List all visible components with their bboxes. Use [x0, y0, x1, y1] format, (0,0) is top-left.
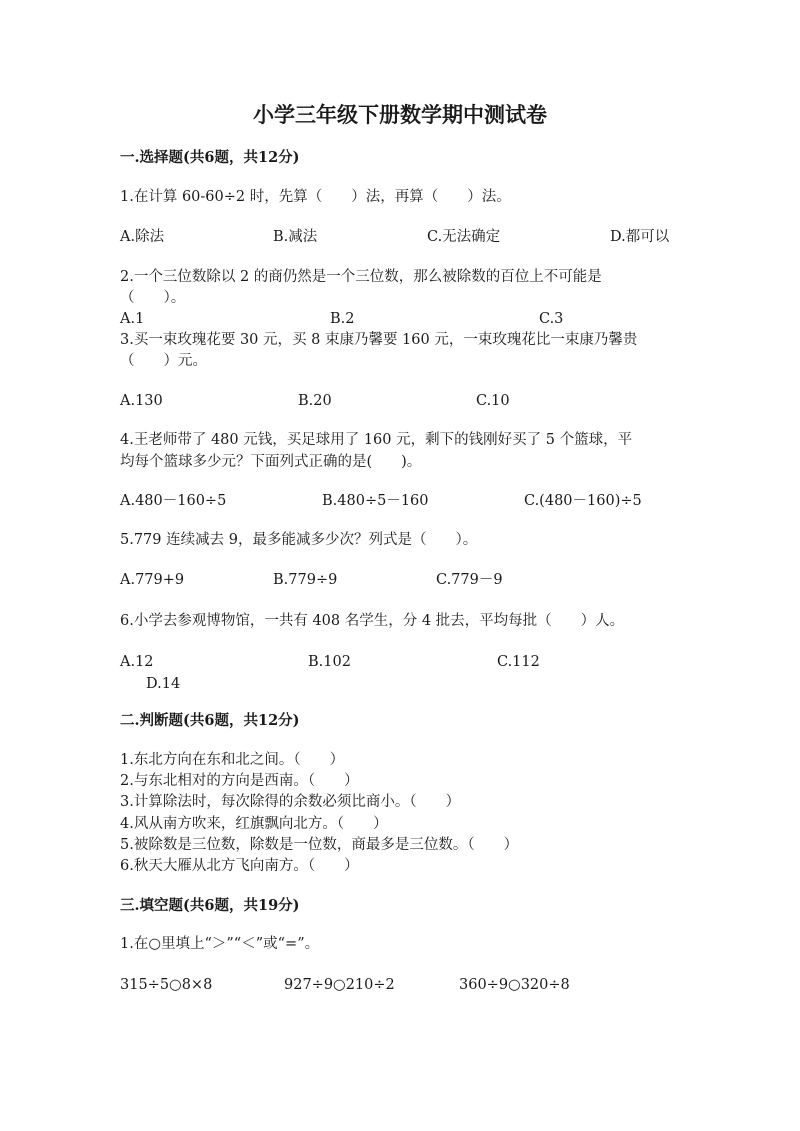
judgment-item: 1.东北方向在东和北之间。（ ）	[120, 752, 345, 768]
option: A.除法	[120, 229, 165, 245]
question-stem: 2.一个三位数除以 2 的商仍然是一个三位数，那么被除数的百位上不可能是	[120, 269, 602, 285]
section-heading: 三.填空题(共6题，共19分)	[120, 897, 300, 914]
question-stem: 6.小学去参观博物馆，一共有 408 名学生，分 4 批去，平均每批（ ）人。	[120, 613, 625, 629]
option: B.20	[298, 393, 332, 409]
question-stem: 5.779 连续减去 9，最多能减多少次？列式是（ ）。	[120, 532, 478, 548]
question-stem: 均每个篮球多少元？下面列式正确的是( )。	[120, 454, 422, 470]
option: B.减法	[273, 229, 318, 245]
option: B.2	[330, 311, 355, 327]
option: C.112	[497, 654, 540, 670]
section-heading: 一.选择题(共6题，共12分)	[120, 149, 300, 166]
judgment-item: 5.被除数是三位数，除数是一位数，商最多是三位数。（ ）	[120, 837, 519, 853]
option: D.14	[146, 676, 181, 692]
question-stem: （ ）。	[120, 290, 186, 306]
page-title: 小学三年级下册数学期中测试卷	[253, 102, 547, 127]
question-stem: 1.在计算 60-60÷2 时，先算（ ）法，再算（ ）法。	[120, 189, 511, 205]
judgment-item: 3.计算除法时，每次除得的余数必须比商小。（ ）	[120, 794, 461, 810]
option: A.779+9	[120, 572, 185, 588]
comparison-expression: 360÷9○320÷8	[459, 977, 570, 993]
comparison-expression: 315÷5○8×8	[120, 977, 213, 993]
judgment-item: 2.与东北相对的方向是西南。（ ）	[120, 773, 359, 789]
question-stem: 1.在○里填上“＞”“＜”或“=”。	[120, 936, 320, 952]
question-stem: （ ）元。	[120, 353, 207, 369]
option: A.1	[120, 311, 145, 327]
judgment-item: 4.风从南方吹来，红旗飘向北方。（ ）	[120, 816, 388, 832]
option: A.12	[120, 654, 154, 670]
option: C.779－9	[436, 572, 503, 588]
option: A.130	[120, 393, 163, 409]
judgment-item: 6.秋天大雁从北方飞向南方。（ ）	[120, 858, 359, 874]
question-stem: 3.买一束玫瑰花要 30 元，买 8 束康乃馨要 160 元，一束玫瑰花比一束康乃馨贵	[120, 332, 638, 348]
option: B.779÷9	[273, 572, 338, 588]
option: D.都可以	[610, 229, 670, 245]
option: C.无法确定	[427, 229, 501, 245]
option: C.10	[476, 393, 510, 409]
option: B.102	[308, 654, 351, 670]
section-heading: 二.判断题(共6题，共12分)	[120, 712, 300, 729]
option: C.(480－160)÷5	[524, 493, 642, 509]
question-stem: 4.王老师带了 480 元钱，买足球用了 160 元，剩下的钱刚好买了 5 个篮球，平	[120, 432, 633, 448]
option: B.480÷5－160	[322, 493, 429, 509]
option: C.3	[539, 311, 564, 327]
option: A.480－160÷5	[120, 493, 227, 509]
comparison-expression: 927÷9○210÷2	[284, 977, 395, 993]
